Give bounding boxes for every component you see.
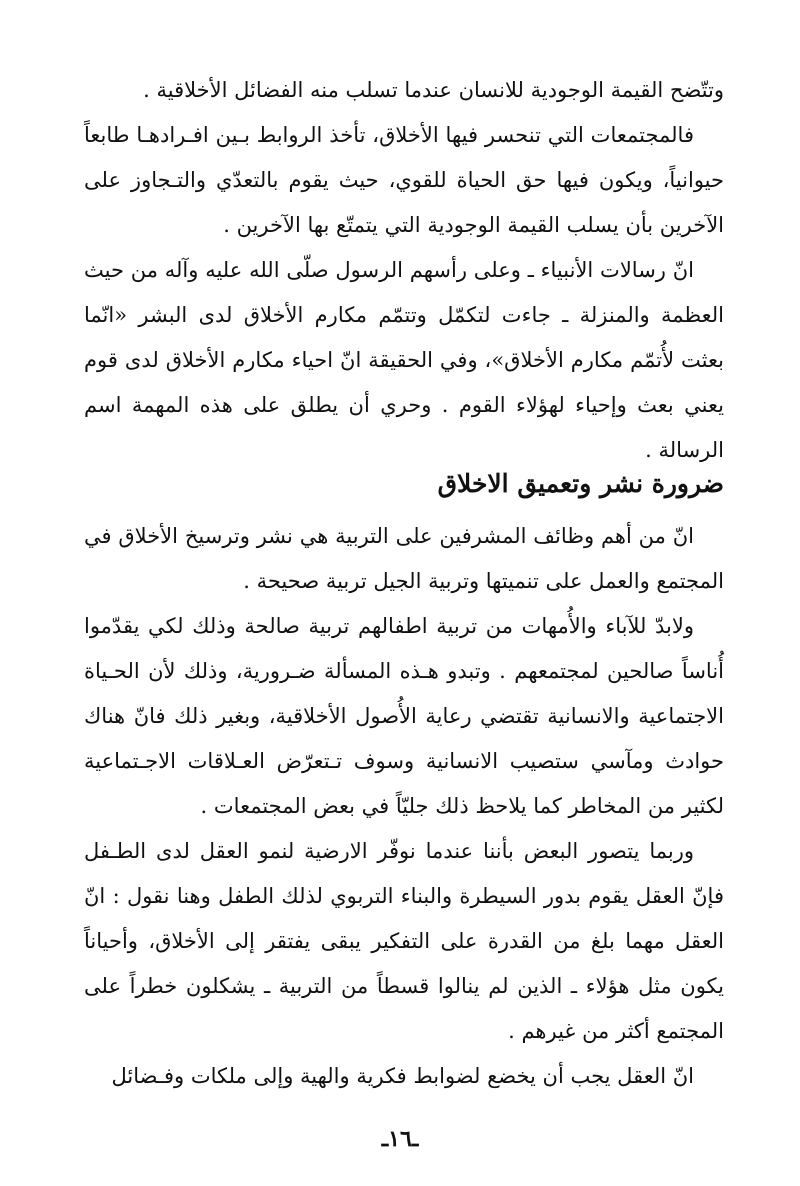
paragraph: ولابدّ للآباء والأُمهات من تربية اطفالهم تربية صالحة وذلك لكي يقدّموا أُناساً صالحين لمجتمعهم . وتبدو هـذه المسألة ضـرورية، وذلك لأن الحـياة الاجتماعية والانسانية تقتضي رعاية الأُصول الأخلاقية، وبغير ذلك فانّ هناك حوادث ومآسي ستصيب الانسانية وسوف تـتعرّض العـلاقات الاجـتماعية لكثير من المخاطر كما يلاحظ ذلك جليّاً في بعض المجتمعات . (84, 614, 724, 818)
section-one-text (84, 68, 724, 473)
page-number: ـ١٦ـ (381, 1126, 419, 1152)
paragraph: انّ من أهم وظائف المشرفين على التربية هي نشر وترسيخ الأخلاق في المجتمع والعمل على تنميتها وتربية الجيل تربية صحيحة . (84, 524, 724, 593)
paragraph: وربما يتصور البعض بأننا عندما نوفّر الارضية لنمو العقل لدى الطـفل فإنّ العقل يقوم بدور السيطرة والبناء التربوي لذلك الطفل وهنا نقول : انّ العقل مهما بلغ من القدرة على التفكير يبقى يفتقر إلى الأخلاق، وأحياناً يكون مثل هؤلاء ـ الذين لم ينالوا قسطاً من التربية ـ يشكلون خطراً على المجتمع أكثر من غيرهم . (84, 839, 724, 1043)
paragraph: فالمجتمعات التي تنحسر فيها الأخلاق، تأخذ الروابط بـين افـرادهـا طابعاً حيوانياً، ويكون فيها حق الحياة للقوي، حيث يقوم بالتعدّي والتـجاوز على الآخرين بأن يسلب القيمة الوجودية التي يتمتّع بها الآخرين . (84, 123, 724, 237)
paragraph: انّ العقل يجب أن يخضع لضوابط فكرية والهية وإلى ملكات وفـضائل (111, 1064, 694, 1088)
section-two-text (84, 514, 724, 1099)
paragraph: انّ رسالات الأنبياء ـ وعلى رأسهم الرسول صلّى الله عليه وآله من حيث العظمة والمنزلة ـ جاءت لتكمّل وتتمّم مكارم الأخلاق لدى البشر «انّما بعثت لأُتمّم مكارم الأخلاق»، وفي الحقيقة انّ احياء مكارم الأخلاق لدى قوم يعني بعث وإحياء لهؤلاء القوم . وحري أن يطلق على هذه المهمة اسم الرسالة . (84, 258, 724, 462)
paragraph: وتتّضح القيمة الوجودية للانسان عندما تسلب منه الفضائل الأخلاقية . (143, 78, 724, 102)
section-heading: ضرورة نشر وتعميق الاخلاق (437, 469, 724, 498)
